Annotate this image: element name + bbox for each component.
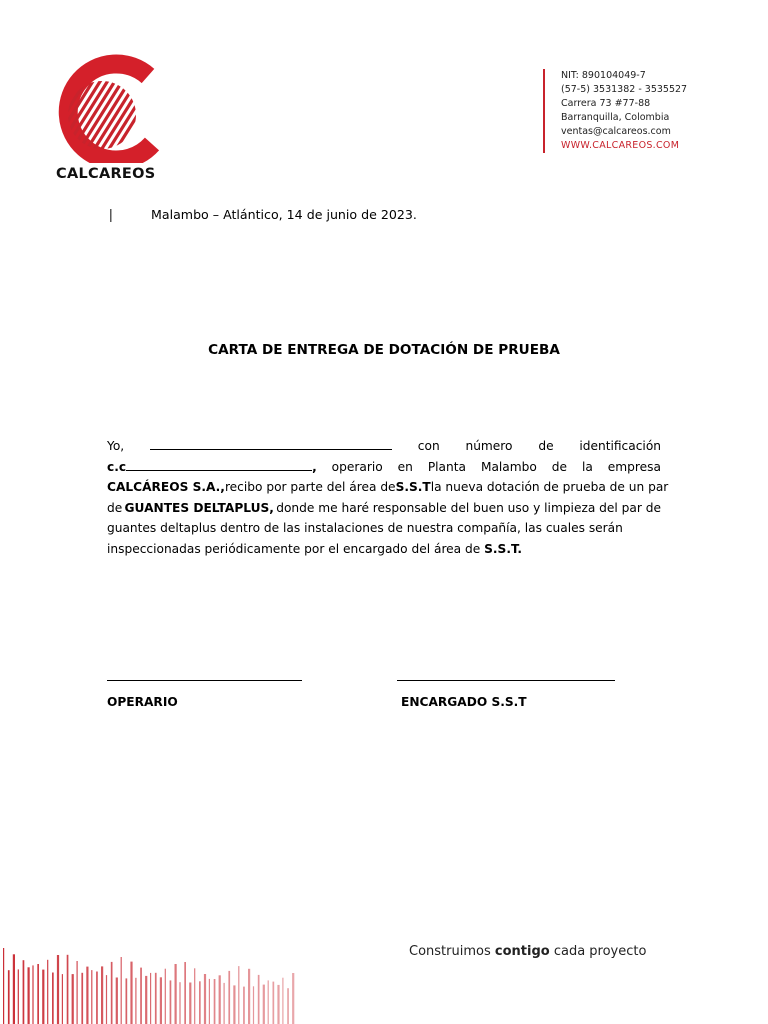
slogan-bold: contigo <box>494 944 550 959</box>
paragraph-line <box>107 539 661 560</box>
footer-bar <box>37 964 39 1024</box>
body-text-segment: inspeccionadas periódicamente por el encargado del área de <box>107 541 481 556</box>
encargado-signature-line[interactable] <box>397 680 615 681</box>
body-text-segment: número <box>465 439 513 453</box>
text-cursor: | <box>109 206 113 222</box>
name-blank-field[interactable] <box>150 436 392 450</box>
footer-bar <box>28 967 30 1024</box>
footer-bar <box>145 976 147 1024</box>
footer-bar <box>42 970 44 1024</box>
footer-bar <box>135 978 136 1024</box>
body-paragraph <box>107 436 669 560</box>
footer-bar <box>121 957 122 1024</box>
sst-bold: S.S.T. <box>484 541 523 556</box>
footer-bar <box>184 962 186 1024</box>
footer-bar <box>106 975 107 1024</box>
body-text-segment: empresa <box>607 459 661 474</box>
footer-bar <box>67 955 69 1024</box>
footer-bar <box>224 983 225 1024</box>
date-line: Malambo – Atlántico, 14 de junio de 2023. <box>151 207 417 222</box>
body-text-segment: operario <box>331 459 383 474</box>
footer-bar <box>57 955 59 1024</box>
footer-bar <box>155 973 157 1024</box>
footer-bar <box>8 970 10 1024</box>
footer-bar <box>233 985 235 1024</box>
footer-bar <box>199 981 201 1024</box>
footer-bar <box>72 974 74 1024</box>
footer-bar <box>47 960 48 1024</box>
body-text-segment: la <box>581 459 593 474</box>
footer-bar <box>204 974 206 1024</box>
operario-signature-line[interactable] <box>107 680 302 681</box>
company-name: CALCAREOS <box>56 166 156 182</box>
operario-label: OPERARIO <box>107 695 178 709</box>
body-text-segment: guantes deltaplus dentro de las instalaciones de nuestra compañía, las cuales serán <box>107 521 623 536</box>
footer-bar <box>140 968 142 1024</box>
footer-bar <box>130 962 132 1024</box>
footer-bar <box>282 978 283 1024</box>
footer-bar <box>243 987 245 1024</box>
footer-bar <box>248 969 250 1024</box>
contact-phone: (57-5) 3531382 - 3535527 <box>561 84 688 95</box>
footer-bar <box>86 967 88 1024</box>
footer-bar <box>258 975 260 1024</box>
document-title: CARTA DE ENTREGA DE DOTACIÓN DE PRUEBA <box>208 342 560 358</box>
footer-bar <box>32 965 33 1024</box>
comma-mark: , <box>312 459 317 474</box>
body-text-segment: identificación <box>579 439 661 453</box>
footer-bar <box>96 972 98 1024</box>
paragraph-line <box>107 477 669 498</box>
footer-bar <box>238 966 239 1024</box>
encargado-label: ENCARGADO S.S.T <box>401 695 527 709</box>
footer-bar <box>13 954 15 1024</box>
footer-bar <box>194 968 195 1024</box>
body-text-segment: Malambo <box>480 459 537 474</box>
footer-bar <box>189 983 191 1024</box>
footer-bar <box>3 948 4 1024</box>
paragraph-line <box>107 436 661 457</box>
id-segment <box>107 457 317 478</box>
footer-bar <box>170 980 172 1024</box>
contact-website[interactable]: WWW.CALCAREOS.COM <box>561 140 680 151</box>
footer-bar <box>101 966 103 1024</box>
slogan-text: Construimos <box>409 944 491 959</box>
paragraph-line <box>107 518 661 539</box>
body-text-segment: de <box>107 500 123 515</box>
body-text-segment: de <box>538 439 554 453</box>
body-text-segment: Yo, <box>107 439 125 453</box>
footer-bars-icon <box>0 940 300 1024</box>
contact-info <box>543 69 687 153</box>
sst-bold: S.S.T <box>395 480 431 495</box>
company-logo <box>40 48 174 188</box>
footer-bar <box>179 982 180 1024</box>
paragraph-line <box>107 457 661 478</box>
body-text-segment: de <box>551 459 568 474</box>
cc-label: c.c <box>107 459 127 474</box>
body-text-segment: la nueva dotación de prueba de un par <box>430 480 669 495</box>
footer-bar <box>52 973 54 1024</box>
footer-bar <box>273 982 275 1024</box>
id-blank-field[interactable] <box>126 457 312 471</box>
body-text-segment: con <box>417 439 440 453</box>
body-text-segment: Planta <box>427 459 466 474</box>
body-text-segment: donde me haré responsable del buen uso y limpieza del par de <box>276 500 661 515</box>
footer-bar <box>263 985 265 1024</box>
logo-mark-icon <box>40 48 174 163</box>
footer-bar <box>253 986 254 1024</box>
footer-bar <box>111 962 113 1024</box>
paragraph-line <box>107 498 661 519</box>
contact-address: Carrera 73 #77-88 <box>561 98 651 109</box>
footer-bar <box>165 969 166 1024</box>
footer-bar <box>150 973 151 1024</box>
footer-bar <box>116 978 118 1024</box>
contact-nit: NIT: 890104049-7 <box>561 70 646 81</box>
footer-bar <box>77 961 78 1024</box>
footer-bar <box>228 971 230 1024</box>
footer-bar <box>209 979 210 1024</box>
footer-bar <box>18 969 19 1024</box>
footer-bar <box>214 979 216 1024</box>
decorative-bars <box>0 940 300 1024</box>
footer-bar <box>175 964 177 1024</box>
slogan-text: cada proyecto <box>553 944 647 959</box>
contact-city: Barranquilla, Colombia <box>561 112 670 123</box>
footer-slogan <box>409 944 646 959</box>
footer-bar <box>268 980 269 1024</box>
footer-bar <box>126 978 128 1024</box>
footer-bar <box>160 977 162 1024</box>
product-bold: GUANTES DELTAPLUS, <box>124 500 274 515</box>
footer-bar <box>292 973 294 1024</box>
footer-bar <box>81 973 83 1024</box>
footer-bar <box>219 975 221 1024</box>
footer-bar <box>62 974 63 1024</box>
footer-bar <box>91 970 92 1024</box>
footer-bar <box>287 988 289 1024</box>
body-text-segment: recibo por parte del área de <box>224 480 396 495</box>
company-bold: CALCÁREOS S.A., <box>107 480 225 495</box>
footer-bar <box>277 985 279 1024</box>
contact-email[interactable]: ventas@calcareos.com <box>561 126 671 137</box>
footer-bar <box>23 960 25 1024</box>
body-text-segment: en <box>397 459 413 474</box>
